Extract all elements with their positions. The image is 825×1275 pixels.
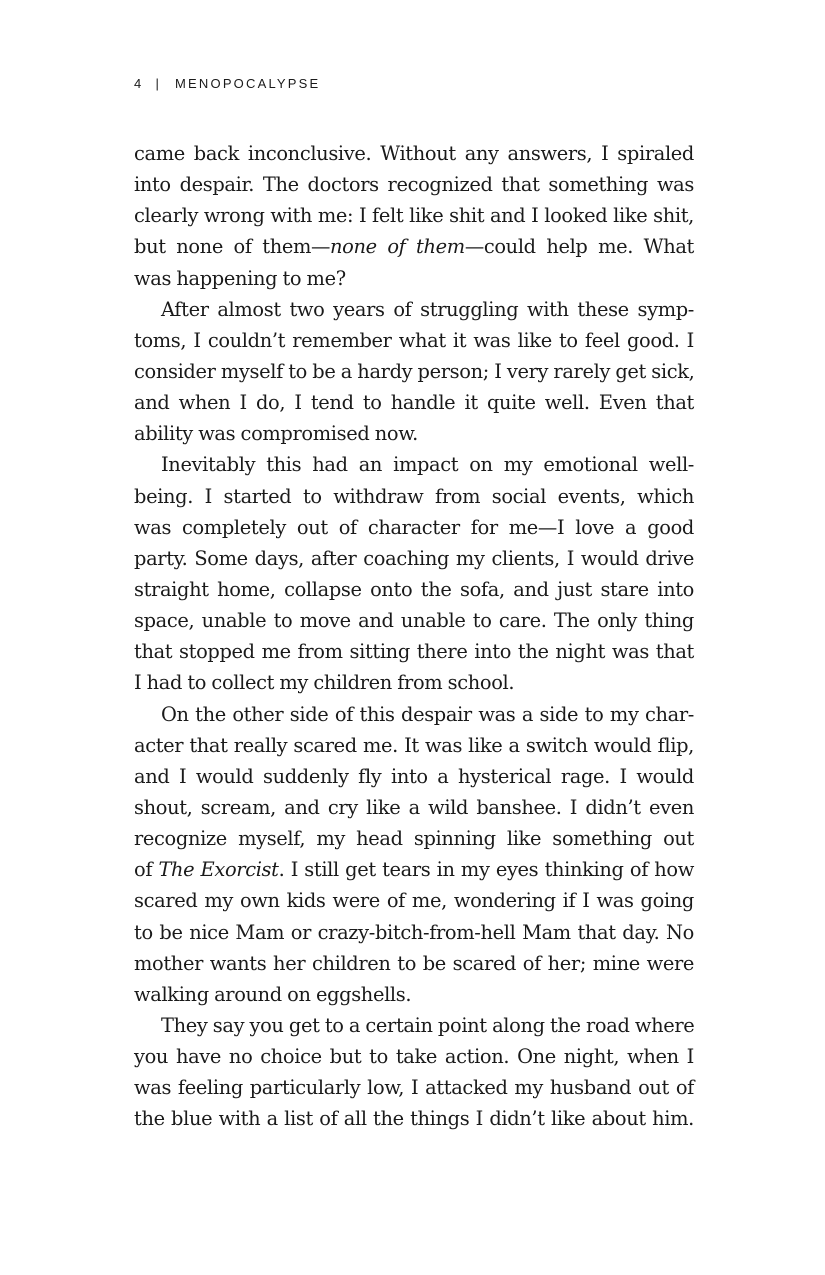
text-line — [134, 854, 694, 885]
running-header — [134, 76, 320, 91]
emphasis-text: none of them — [330, 235, 465, 259]
text-run: —could help me. What — [464, 235, 694, 259]
text-line: Inevitably this had an impact on my emotional well- — [161, 453, 694, 477]
text-line: After almost two years of struggling with these symp- — [161, 297, 694, 321]
text-line: mother wants her children to be scared of her; mine were — [134, 951, 694, 975]
book-title-emphasis: The Exorcist — [158, 858, 279, 882]
text-line: acter that really scared me. It was like a switch would flip, — [134, 733, 694, 757]
text-line: walking around on eggshells. — [134, 982, 412, 1006]
text-run: of — [134, 858, 159, 882]
text-line: you have no choice but to take action. One night, when I — [134, 1045, 694, 1069]
text-line: and I would suddenly fly into a hysterical rage. I would — [134, 764, 694, 788]
text-run: . I still get tears in my eyes thinking of how — [278, 858, 695, 882]
text-line — [134, 231, 694, 262]
text-line: and when I do, I tend to handle it quite well. Even that — [134, 391, 694, 415]
text-run: but none of them— — [134, 235, 331, 259]
text-line: shout, scream, and cry like a wild banshee. I didn’t even — [134, 795, 694, 819]
body-text — [134, 138, 694, 1135]
text-line: was happening to me? — [134, 266, 346, 290]
text-line: came back inconclusive. Without any answers, I spiraled — [134, 142, 694, 165]
text-line: the blue with a list of all the things I didn’t like about him. — [134, 1107, 694, 1131]
text-line: into despair. The doctors recognized that something was — [134, 173, 694, 197]
text-line: space, unable to move and unable to care. The only thing — [134, 609, 694, 633]
text-line: was completely out of character for me—I love a good — [134, 515, 694, 539]
header-separator: | — [155, 76, 162, 91]
text-line: to be nice Mam or crazy-bitch-from-hell Mam that day. No — [134, 920, 694, 944]
text-line: clearly wrong with me: I felt like shit and I looked like shit, — [134, 204, 694, 228]
text-line: I had to collect my children from school. — [134, 671, 515, 695]
text-line: consider myself to be a hardy person; I very rarely get sick, — [134, 359, 695, 383]
text-line: ability was compromised now. — [134, 422, 418, 446]
text-line: straight home, collapse onto the sofa, and just stare into — [134, 577, 694, 601]
text-line: party. Some days, after coaching my clients, I would drive — [134, 546, 694, 570]
text-line: recognize myself, my head spinning like something out — [134, 827, 694, 851]
text-line: that stopped me from sitting there into the night was that — [134, 640, 694, 664]
text-line: was feeling particularly low, I attacked my husband out of — [134, 1076, 694, 1100]
text-line: They say you get to a certain point along the road where — [161, 1013, 695, 1037]
text-line: On the other side of this despair was a side to my char- — [161, 702, 694, 726]
book-title: MENOPOCALYPSE — [175, 76, 321, 91]
page-number: 4 — [134, 76, 144, 91]
text-line: scared my own kids were of me, wondering if I was going — [134, 889, 694, 913]
text-line: toms, I couldn’t remember what it was like to feel good. I — [134, 328, 694, 352]
text-line: being. I started to withdraw from social events, which — [134, 484, 694, 508]
